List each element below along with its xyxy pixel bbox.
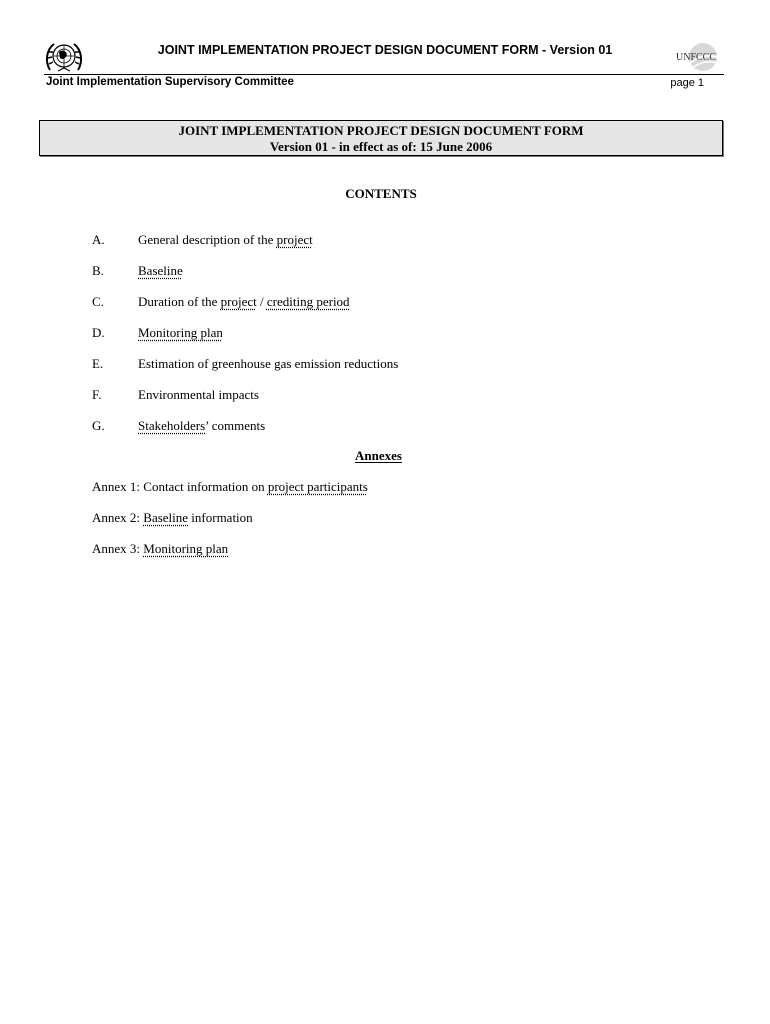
form-title: JOINT IMPLEMENTATION PROJECT DESIGN DOCUMENT FORM [178,123,584,138]
annex-item-2[interactable]: Annex 2: Baseline information [92,510,253,525]
svg-text:UNFCCC: UNFCCC [676,52,717,63]
toc-letter: C. [92,294,104,309]
committee-name: Joint Implementation Supervisory Committee [46,76,294,88]
toc-letter: F. [92,387,102,402]
toc-title: Baseline [138,263,183,278]
toc-letter: G. [92,418,105,433]
unfccc-logo-icon [672,42,722,74]
annexes-heading: Annexes [355,448,402,463]
toc-title: Monitoring plan [138,325,223,340]
toc-letter: A. [92,232,105,247]
toc-letter: D. [92,325,105,340]
toc-title: General description of the project [138,232,313,247]
page-number: page 1 [670,77,704,89]
toc-title: Duration of the project / crediting period [138,294,350,309]
toc-letter: E. [92,356,104,371]
header-divider [44,74,724,75]
header-title: JOINT IMPLEMENTATION PROJECT DESIGN DOCUMENT FORM - Version 01 [157,43,613,57]
toc-title: Stakeholders’ comments [138,418,266,433]
form-version: Version 01 - in effect as of: 15 June 2006 [269,139,493,154]
annex-item-3[interactable]: Annex 3: Monitoring plan [92,541,229,556]
annex-item-1[interactable]: Annex 1: Contact information on project participants [92,479,368,494]
toc-letter: B. [92,263,104,278]
form-title-box [39,120,723,156]
toc-title: Environmental impacts [138,387,259,402]
contents-heading: CONTENTS [345,186,417,201]
toc-title: Estimation of greenhouse gas emission reductions [138,356,399,371]
